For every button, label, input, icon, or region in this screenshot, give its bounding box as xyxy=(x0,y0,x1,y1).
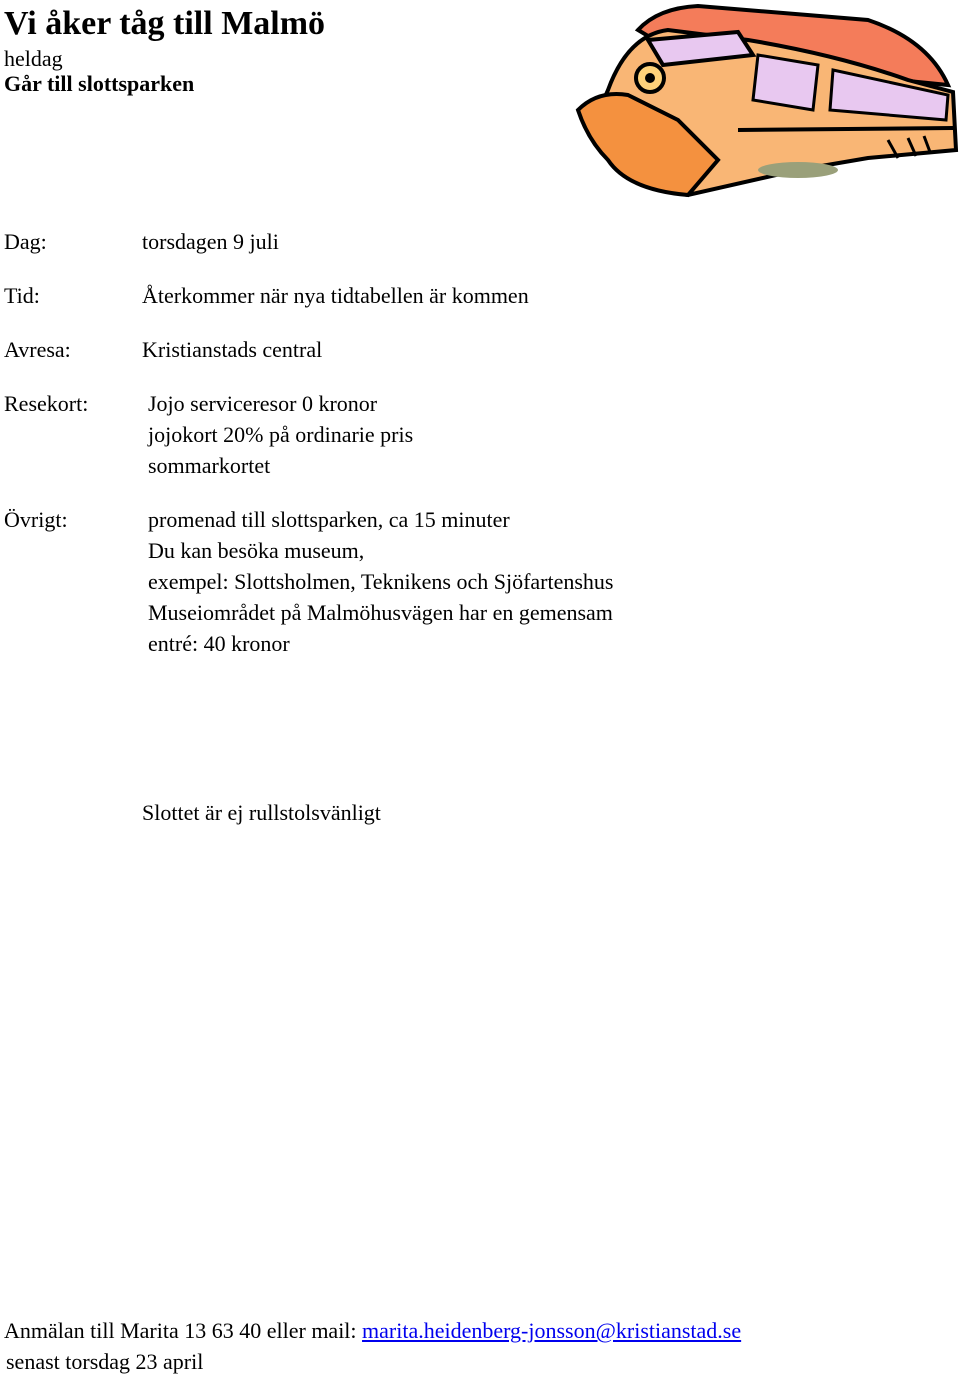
ovrigt-label: Övrigt: xyxy=(4,507,68,532)
tid-label: Tid: xyxy=(4,283,40,308)
dag-label: Dag: xyxy=(4,229,47,254)
dag-value: torsdagen 9 juli xyxy=(142,229,279,254)
signup-line xyxy=(4,1318,741,1344)
ovrigt-line: entré: 40 kronor xyxy=(148,631,290,656)
deadline-text: senast torsdag 23 april xyxy=(6,1349,204,1374)
avresa-value: Kristianstads central xyxy=(142,337,323,362)
resekort-line: Jojo serviceresor 0 kronor xyxy=(148,391,378,416)
signup-text: Anmälan till Marita 13 63 40 eller mail: xyxy=(4,1318,363,1343)
avresa-label: Avresa: xyxy=(4,337,71,362)
accessibility-note: Slottet är ej rullstolsvänligt xyxy=(142,800,381,825)
ovrigt-line: promenad till slottsparken, ca 15 minuter xyxy=(148,507,510,532)
ovrigt-line: Museiområdet på Malmöhusvägen har en gemensam xyxy=(148,600,613,625)
resekort-line: jojokort 20% på ordinarie pris xyxy=(148,422,414,447)
email-link[interactable]: marita.heidenberg-jonsson@kristianstad.se xyxy=(362,1318,742,1343)
resekort-line: sommarkortet xyxy=(148,453,271,478)
train-illustration-icon xyxy=(568,0,960,200)
page-subtitle: heldag xyxy=(4,46,63,71)
page-title: Vi åker tåg till Malmö xyxy=(4,5,326,42)
page-subheading: Går till slottsparken xyxy=(4,71,195,96)
resekort-label: Resekort: xyxy=(4,391,89,416)
ovrigt-line: Du kan besöka museum, xyxy=(148,538,365,563)
ovrigt-line: exempel: Slottsholmen, Teknikens och Sjöfartenshus xyxy=(148,569,614,594)
tid-value: Återkommer när nya tidtabellen är kommen xyxy=(142,283,529,308)
